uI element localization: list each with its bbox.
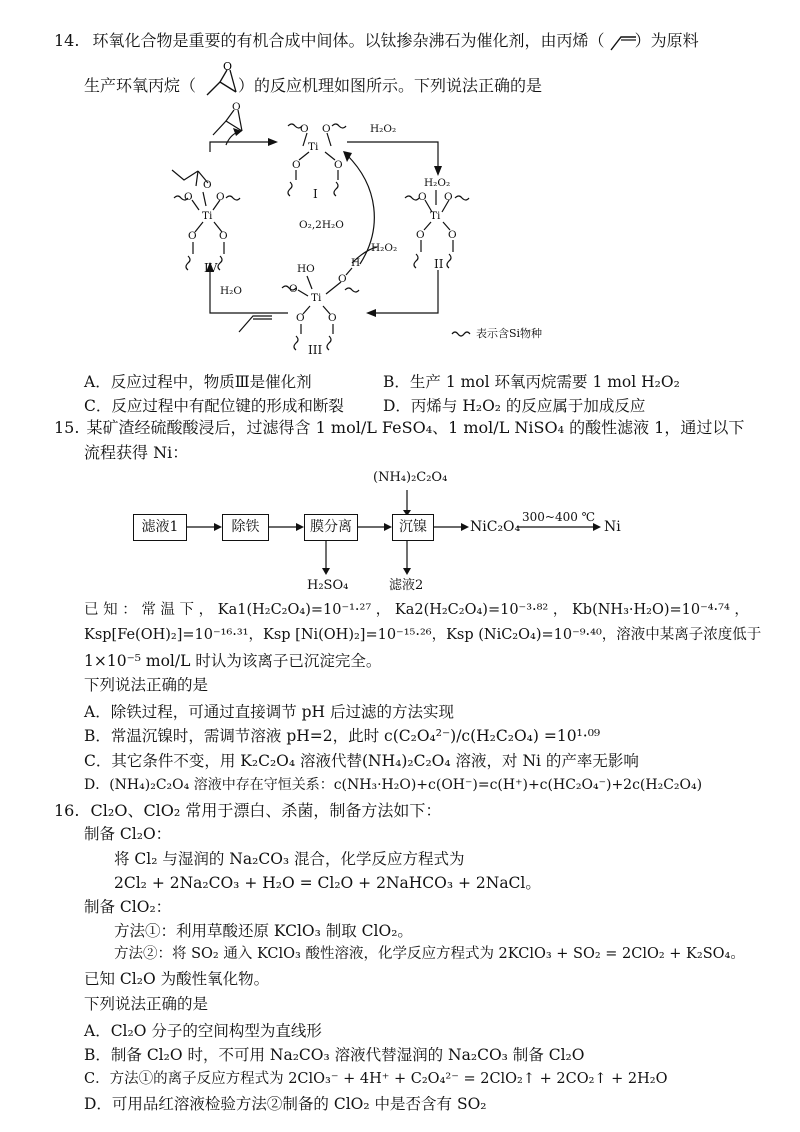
species-II-label: II — [434, 257, 444, 271]
flow-product-nic2o4: NiC₂O₄ — [470, 519, 521, 535]
species-I-label: I — [313, 187, 318, 201]
si-species-legend: 表示含Si物种 — [476, 327, 543, 340]
q14-stem-1-tail: ）为原料 — [634, 31, 699, 50]
species-III-label: III — [308, 343, 323, 357]
q16-method1: 方法①：利用草酸还原 KClO₃ 制取 ClO₂。 — [114, 922, 413, 940]
species-IV-Ti: Ti — [202, 210, 213, 222]
q15-stem-1: 某矿渣经硫酸酸浸后，过滤得含 1 mol/L FeSO₄、1 mol/L NiSO₄ 的酸性滤液 1，通过以下 — [86, 418, 745, 437]
q14-stem-2: 生产环氧丙烷（ — [84, 76, 197, 95]
arrow-label-H2O2-top: H₂O₂ — [370, 123, 397, 135]
flow-box-membrane: 膜分离 — [304, 514, 358, 541]
q16-ask: 下列说法正确的是 — [84, 995, 209, 1013]
species-III-O-br: O — [328, 312, 337, 324]
q14-stem-2-tail: ）的反应机理如图所示。下列说法正确的是 — [238, 76, 543, 95]
species-I-O-left: O — [300, 123, 309, 135]
species-III-O-left: O — [289, 283, 298, 295]
q15-option-D[interactable]: D．(NH₄)₂C₂O₄ 溶液中存在守恒关系：c(NH₃·H₂O)+c(OH⁻)=c(H⁺)+c(HC₂O₄⁻)+2c(H₂C₂O₄) — [84, 777, 703, 793]
q15-option-A[interactable]: A．除铁过程，可通过直接调节 pH 后过滤的方法实现 — [84, 703, 454, 721]
q16-prep1-equation: 2Cl₂ + 2Na₂CO₃ + H₂O = Cl₂O + 2NaHCO₃ + 2NaCl。 — [114, 874, 541, 892]
species-III-O-bl: O — [296, 312, 305, 324]
flow-out-filtrate2: 滤液2 — [389, 578, 424, 593]
species-III-HO: HO — [297, 263, 315, 275]
species-II-O-bl: O — [416, 229, 425, 241]
q15-option-C[interactable]: C．其它条件不变，用 K₂C₂O₄ 溶液代替(NH₄)₂C₂O₄ 溶液，对 Ni 的产率无影响 — [84, 752, 639, 770]
q16-option-C[interactable]: C．方法①的离子反应方程式为 2ClO₃⁻ + 4H⁺ + C₂O₄²⁻ = 2ClO₂↑ + 2CO₂↑ + 2H₂O — [84, 1071, 668, 1087]
product-epoxide-O: O — [232, 101, 241, 113]
species-I-O-bl: O — [292, 159, 301, 171]
species-III-H: H — [351, 257, 361, 269]
species-IV-O-left: O — [184, 191, 193, 203]
q14-stem-1: 环氧化合物是重要的有机合成中间体。以钛掺杂沸石为催化剂，由丙烯（ — [92, 31, 605, 50]
species-III-O-h: O — [338, 273, 347, 285]
species-II-H2O2: H₂O₂ — [424, 177, 451, 189]
q16-method2: 方法②：将 SO₂ 通入 KClO₃ 酸性溶液，化学反应方程式为 2KClO₃ + SO₂ = 2ClO₂ + K₂SO₄。 — [114, 946, 745, 962]
svg-text:O: O — [223, 60, 233, 73]
q15-known-3: 1×10⁻⁵ mol/L 时认为该离子已沉淀完全。 — [84, 652, 382, 670]
q16-option-D[interactable]: D．可用品红溶液检验方法②制备的 ClO₂ 中是否含有 SO₂ — [84, 1095, 487, 1113]
species-II-Ti: Ti — [430, 210, 441, 222]
q16-line1 — [54, 801, 441, 820]
species-II-O-left: O — [418, 191, 427, 203]
q16-option-B[interactable]: B．制备 Cl₂O 时，不可用 Na₂CO₃ 溶液代替湿润的 Na₂CO₃ 制备 Cl₂O — [84, 1046, 585, 1064]
q14-option-B[interactable]: B．生产 1 mol 环氧丙烷需要 1 mol H₂O₂ — [383, 373, 680, 391]
flow-box-remove-iron: 除铁 — [222, 514, 269, 541]
species-IV-O-epox: O — [203, 179, 212, 191]
q14-number: 14. — [54, 31, 80, 50]
flow-condition: 300~400 ℃ — [522, 510, 596, 524]
q14-option-C[interactable]: C．反应过程中有配位键的形成和断裂 — [84, 397, 344, 415]
q16-number: 16. — [54, 801, 80, 820]
flow-box-precipitate-ni: 沉镍 — [392, 514, 434, 541]
q16-option-A[interactable]: A．Cl₂O 分子的空间构型为直线形 — [84, 1022, 322, 1040]
q16-prep1-text: 将 Cl₂ 与湿润的 Na₂CO₃ 混合，化学反应方程式为 — [114, 850, 465, 868]
flow-reagent: (NH₄)₂C₂O₄ — [373, 470, 448, 485]
species-I-O-right: O — [322, 123, 331, 135]
arrow-label-H2O2-mid: H₂O₂ — [371, 242, 398, 254]
flow-box-filtrate1: 滤液1 — [133, 514, 187, 541]
q15-option-B[interactable]: B．常温沉镍时，需调节溶液 pH=2，此时 c(C₂O₄²⁻)/c(H₂C₂O₄) =10¹·⁰⁹ — [84, 727, 601, 745]
species-I-Ti: Ti — [308, 141, 319, 153]
species-II-O-right: O — [444, 191, 453, 203]
q15-number: 15. — [54, 418, 80, 437]
species-II-O-br: O — [448, 229, 457, 241]
arrow-label-H2O: H₂O — [220, 285, 242, 297]
species-I-O-br: O — [334, 159, 343, 171]
q16-prep1-title: 制备 Cl₂O： — [84, 825, 172, 843]
species-III-Ti: Ti — [311, 292, 322, 304]
q15-ask: 下列说法正确的是 — [84, 676, 209, 694]
species-IV-O-br: O — [219, 230, 228, 242]
q16-known: 已知 Cl₂O 为酸性氧化物。 — [84, 970, 270, 988]
q14-option-A[interactable]: A．反应过程中，物质Ⅲ是催化剂 — [84, 373, 312, 391]
flow-out-h2so4: H₂SO₄ — [307, 578, 349, 593]
q16-stem: Cl₂O、ClO₂ 常用于漂白、杀菌，制备方法如下： — [90, 801, 442, 820]
species-IV-O-bl: O — [188, 230, 197, 242]
q16-prep2-title: 制备 ClO₂： — [84, 898, 172, 916]
species-IV-O-right: O — [216, 191, 225, 203]
q14-option-D[interactable]: D．丙烯与 H₂O₂ 的反应属于加成反应 — [383, 397, 646, 415]
q15-stem-2: 流程获得 Ni： — [84, 443, 189, 462]
flow-product-ni: Ni — [604, 519, 621, 535]
q15-known-1: 已 知 ： 常 温 下 ， Ka1(H₂C₂O₄)=10⁻¹·²⁷ ， Ka2(H₂C₂O₄)=10⁻³·⁸² ， Kb(NH₃·H₂O)=10⁻⁴·⁷⁴ ， — [84, 602, 749, 618]
q15-known-2: Ksp[Fe(OH)₂]=10⁻¹⁶·³¹，Ksp [Ni(OH)₂]=10⁻¹⁵·²⁶，Ksp (NiC₂O₄)=10⁻⁹·⁴⁰，溶液中某离子浓度低于 — [84, 627, 762, 643]
species-IV-label: IV — [204, 261, 218, 275]
arrow-label-O2-2H2O: O₂,2H₂O — [299, 219, 344, 231]
